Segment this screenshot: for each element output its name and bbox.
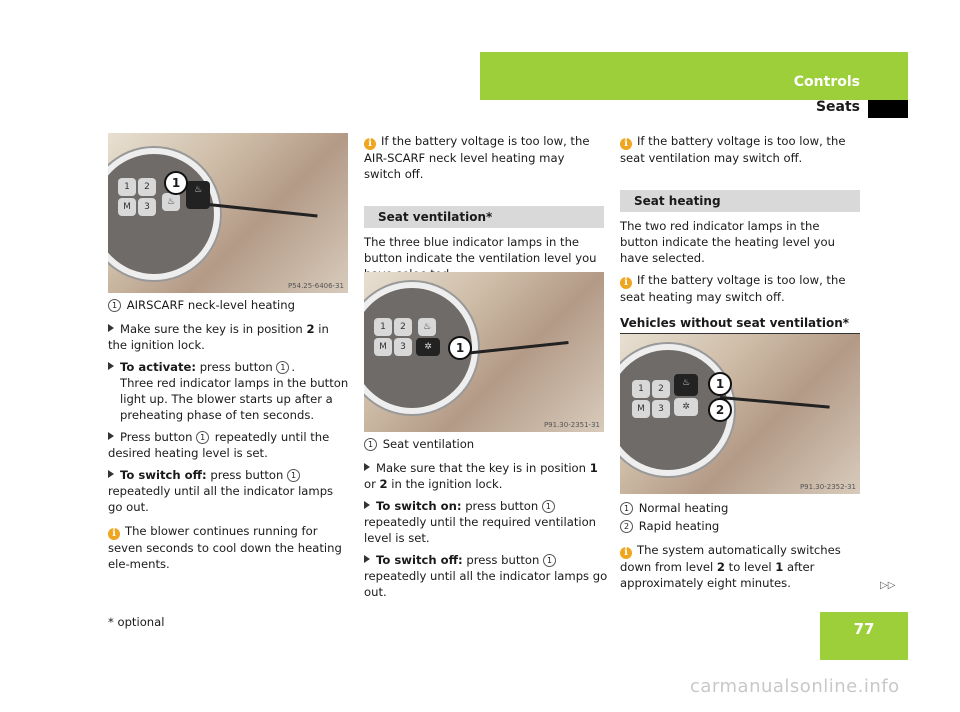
legend-item: 1 Seat ventilation bbox=[364, 436, 608, 452]
step-item: Make sure that the key is in position 1 or 2 in the ignition lock. bbox=[364, 461, 598, 491]
photo-caption: P91.30-2352-31 bbox=[799, 483, 856, 491]
info-icon: i bbox=[108, 528, 120, 540]
seat-ventilation-button: ✲ bbox=[416, 338, 440, 356]
intro-text: The three blue indicator lamps in the button indicate the ventilation level you bbox=[364, 235, 597, 265]
section-heading: Seat ventilation* bbox=[364, 206, 604, 228]
section-heading: Seat heating bbox=[620, 190, 860, 212]
legend-item: 1 AIRSCARF neck-level heating bbox=[108, 297, 350, 313]
button-3: 3 bbox=[138, 198, 156, 216]
button-2: 2 bbox=[652, 380, 670, 398]
note: i If the battery voltage is too low, the AIR-SCARF neck level heating may switch off. bbox=[364, 134, 590, 181]
watermark: carmanualsonline.info bbox=[690, 676, 900, 697]
right-column-bottom bbox=[620, 500, 864, 591]
step-item: To switch on: press button 1 repeatedly until the required ventilation level is set. bbox=[364, 499, 597, 545]
step-body: Three red indicator lamps in the button light up. The blower starts up after a preheating phase of ten seconds. bbox=[120, 376, 349, 422]
button-2: 2 bbox=[138, 178, 156, 196]
info-icon: i bbox=[364, 138, 376, 150]
triangle-bullet-icon bbox=[108, 324, 114, 332]
footnote: * optional bbox=[108, 615, 165, 629]
seat-heat-button: ♨ bbox=[418, 318, 436, 336]
middle-column-bottom bbox=[364, 436, 608, 600]
triangle-bullet-icon bbox=[108, 470, 114, 478]
airscarf-button: ♨ bbox=[186, 181, 210, 209]
button-m: M bbox=[632, 400, 650, 418]
photo-callout-1: 1 bbox=[164, 171, 188, 195]
step-item: To activate: press button 1 . bbox=[108, 359, 350, 375]
button-m: M bbox=[374, 338, 392, 356]
photo-callout-1: 1 bbox=[708, 372, 732, 396]
legend-item: 1 Normal heating bbox=[620, 500, 864, 516]
photo-caption: P91.30-2351-31 bbox=[543, 421, 600, 429]
page-number: 77 bbox=[853, 620, 875, 638]
photo-caption: P54.25-6406-31 bbox=[287, 282, 344, 290]
button-1: 1 bbox=[118, 178, 136, 196]
button-1: 1 bbox=[632, 380, 650, 398]
note: i If the battery voltage is too low, the seat heating may switch off. bbox=[620, 273, 846, 304]
button-m: M bbox=[118, 198, 136, 216]
subheading: Vehicles without seat ventilation* bbox=[620, 315, 860, 334]
left-column-text bbox=[108, 297, 350, 572]
seat-heating-button: ♨ bbox=[674, 374, 698, 396]
header-marker bbox=[868, 100, 908, 118]
section-tab bbox=[480, 52, 908, 100]
double-arrow-icon: ▷▷ bbox=[880, 580, 896, 591]
photo-callout-1: 1 bbox=[448, 336, 472, 360]
airscarf-photo bbox=[108, 133, 348, 293]
right-column-top bbox=[620, 133, 860, 334]
step-item: To switch off: press button 1 repeatedly until all the indicator lamps go out. bbox=[108, 468, 334, 514]
triangle-bullet-icon bbox=[108, 362, 114, 370]
page-title: Seats bbox=[815, 99, 860, 115]
info-icon: i bbox=[620, 138, 632, 150]
intro-text: The two red indicator lamps in the button indicate the heating level you have selected. bbox=[620, 219, 835, 265]
triangle-bullet-icon bbox=[364, 555, 370, 563]
triangle-bullet-icon bbox=[108, 432, 114, 440]
section-title: Controls bbox=[793, 74, 860, 90]
button-3: 3 bbox=[394, 338, 412, 356]
triangle-bullet-icon bbox=[364, 501, 370, 509]
step-item: Press button 1 repeatedly until the desired heating level is set. bbox=[108, 430, 330, 460]
step-item: To switch off: press button 1 repeatedly until all the indicator lamps go out. bbox=[364, 553, 608, 599]
note: i If the battery voltage is too low, the seat ventilation may switch off. bbox=[620, 134, 846, 165]
button-3: 3 bbox=[652, 400, 670, 418]
photo-callout-2: 2 bbox=[708, 398, 732, 422]
button-1: 1 bbox=[374, 318, 392, 336]
button-2: 2 bbox=[394, 318, 412, 336]
step-item: Make sure the key is in position 2 in the ignition lock. bbox=[108, 322, 329, 352]
legend-item: 2 Rapid heating bbox=[620, 518, 864, 534]
triangle-bullet-icon bbox=[364, 463, 370, 471]
page-number-box bbox=[820, 612, 908, 660]
info-icon: i bbox=[620, 547, 632, 559]
middle-column-top bbox=[364, 133, 604, 282]
seat-ventilation-button: ✲ bbox=[674, 398, 698, 416]
seat-heating-photo bbox=[620, 334, 860, 494]
note: i The system automatically switches down from level 2 to level 1 after approximately eight minutes. bbox=[620, 543, 841, 590]
info-icon: i bbox=[620, 277, 632, 289]
seat-heat-button: ♨ bbox=[162, 193, 180, 211]
ventilation-photo bbox=[364, 272, 604, 432]
note: i The blower continues running for seven seconds to cool down the heating ele-ments. bbox=[108, 524, 342, 571]
